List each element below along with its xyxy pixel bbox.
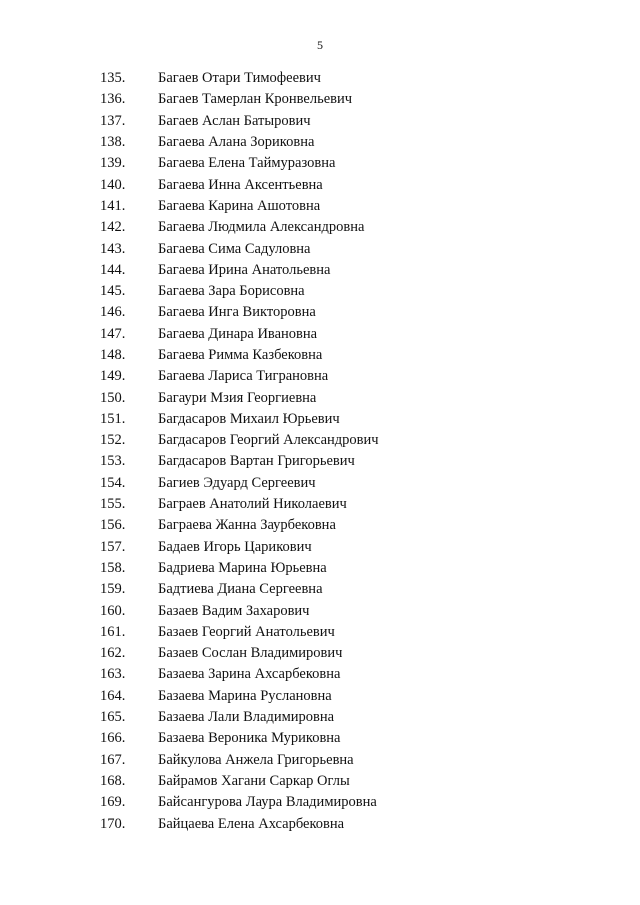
entry-number: 138. — [100, 134, 126, 151]
entry-number: 148. — [100, 347, 126, 363]
list-item — [100, 281, 379, 302]
entry-number: 157. — [100, 538, 126, 555]
entry-name: Баграева Жанна Заурбековна — [158, 517, 336, 534]
list-item — [100, 664, 379, 685]
entry-name: Байрамов Хагани Саркар Оглы — [158, 772, 350, 789]
entry-name: Базаева Вероника Муриковна — [158, 730, 341, 747]
list-item — [100, 302, 379, 323]
entry-name: Байкулова Анжела Григорьевна — [158, 751, 354, 768]
entry-number: 154. — [100, 474, 126, 491]
list-item — [100, 813, 379, 834]
entry-number: 142. — [100, 219, 126, 236]
entry-name: Багаева Ирина Анатольевна — [158, 261, 331, 278]
entry-number: 140. — [100, 176, 126, 193]
list-item — [100, 196, 379, 217]
list-item — [100, 366, 379, 387]
entry-name: Базаев Вадим Захарович — [158, 602, 310, 619]
list-item — [100, 153, 379, 174]
entry-number: 161. — [100, 623, 126, 640]
entry-number: 149. — [100, 368, 126, 385]
entry-name: Багаури Мзия Георгиевна — [158, 389, 317, 406]
entry-name: Багиев Эдуард Сергеевич — [158, 474, 316, 491]
entry-number: 147. — [100, 325, 126, 342]
entry-number: 145. — [100, 283, 126, 300]
list-item — [100, 494, 379, 515]
entry-name: Багаева Лариса Тиграновна — [158, 368, 329, 385]
entry-name: Багаева Инна Аксентьевна — [158, 176, 323, 193]
list-item — [100, 558, 379, 579]
entry-number: 152. — [100, 432, 126, 449]
list-item — [100, 409, 379, 430]
list-item — [100, 345, 379, 366]
list-item — [100, 132, 379, 153]
list-item — [100, 643, 379, 664]
entry-name: Багдасаров Михаил Юрьевич — [158, 410, 340, 427]
entry-number: 136. — [100, 91, 126, 108]
list-item — [100, 600, 379, 621]
entry-name: Багаев Аслан Батырович — [158, 112, 311, 129]
list-item — [100, 174, 379, 195]
entry-name: Багдасаров Георгий Александрович — [158, 432, 379, 449]
list-item — [100, 451, 379, 472]
entry-number: 163. — [100, 666, 126, 683]
entry-number: 137. — [100, 112, 126, 129]
list-item — [100, 89, 379, 110]
entry-name: Баграев Анатолий Николаевич — [158, 496, 347, 513]
page-number: 5 — [317, 38, 323, 52]
list-item — [100, 387, 379, 408]
entry-name: Базаев Сослан Владимирович — [158, 645, 343, 662]
entry-name: Базаев Георгий Анатольевич — [158, 623, 335, 640]
list-item — [100, 622, 379, 643]
list-item — [100, 217, 379, 238]
entry-number: 168. — [100, 772, 126, 789]
entry-number: 150. — [100, 389, 126, 406]
entry-name: Багаева Людмила Александровна — [158, 219, 365, 236]
entry-number: 159. — [100, 581, 126, 598]
entry-name: Бадриева Марина Юрьевна — [158, 559, 327, 576]
entry-number: 158. — [100, 559, 126, 576]
list-item — [100, 771, 379, 792]
list-item — [100, 728, 379, 749]
entry-number: 143. — [100, 240, 126, 257]
entry-number: 162. — [100, 645, 126, 662]
list-item — [100, 68, 379, 89]
entry-number: 144. — [100, 261, 126, 278]
entry-number: 155. — [100, 496, 126, 513]
entry-number: 135. — [100, 70, 126, 87]
entry-name: Багдасаров Вартан Григорьевич — [158, 453, 355, 470]
list-item — [100, 707, 379, 728]
entry-name: Базаева Лали Владимировна — [158, 709, 335, 726]
list-item — [100, 579, 379, 600]
entry-name: Багаева Сима Садуловна — [158, 240, 311, 257]
list-item — [100, 473, 379, 494]
entry-name: Багаева Елена Таймуразовна — [158, 155, 336, 172]
entry-name: Багаева Карина Ашотовна — [158, 197, 321, 214]
entry-number: 146. — [100, 304, 126, 321]
entry-name: Багаева Зара Борисовна — [158, 283, 305, 300]
list-item — [100, 238, 379, 259]
entry-number: 160. — [100, 602, 126, 619]
name-list — [100, 68, 379, 835]
entry-name: Байсангурова Лаура Владимировна — [158, 794, 377, 811]
entry-name: Бадтиева Диана Сергеевна — [158, 581, 323, 598]
list-item — [100, 792, 379, 813]
entry-name: Багаев Тамерлан Кронвельевич — [158, 91, 353, 108]
entry-number: 165. — [100, 709, 126, 726]
entry-name: Багаева Инга Викторовна — [158, 304, 316, 321]
entry-number: 141. — [100, 197, 126, 214]
list-item — [100, 750, 379, 771]
list-item — [100, 111, 379, 132]
list-item — [100, 537, 379, 558]
entry-number: 170. — [100, 815, 126, 832]
entry-name: Базаева Марина Руслановна — [158, 687, 332, 704]
list-item — [100, 686, 379, 707]
entry-number: 166. — [100, 730, 126, 747]
entry-name: Багаев Отари Тимофеевич — [158, 70, 321, 87]
entry-number: 156. — [100, 517, 126, 534]
entry-number: 164. — [100, 687, 126, 704]
entry-name: Багаева Динара Ивановна — [158, 325, 318, 342]
list-item — [100, 324, 379, 345]
entry-number: 153. — [100, 453, 126, 470]
entry-name: Бадаев Игорь Царикович — [158, 538, 312, 555]
entry-name: Багаева Алана Зориковна — [158, 134, 315, 151]
entry-name: Байцаева Елена Ахсарбековна — [158, 815, 345, 832]
entry-number: 139. — [100, 155, 126, 172]
entry-name: Багаева Римма Казбековна — [158, 347, 323, 363]
list-item — [100, 430, 379, 451]
entry-name: Базаева Зарина Ахсарбековна — [158, 666, 341, 683]
entry-number: 167. — [100, 751, 126, 768]
entry-number: 151. — [100, 410, 126, 427]
list-item — [100, 515, 379, 536]
list-item — [100, 260, 379, 281]
entry-number: 169. — [100, 794, 126, 811]
